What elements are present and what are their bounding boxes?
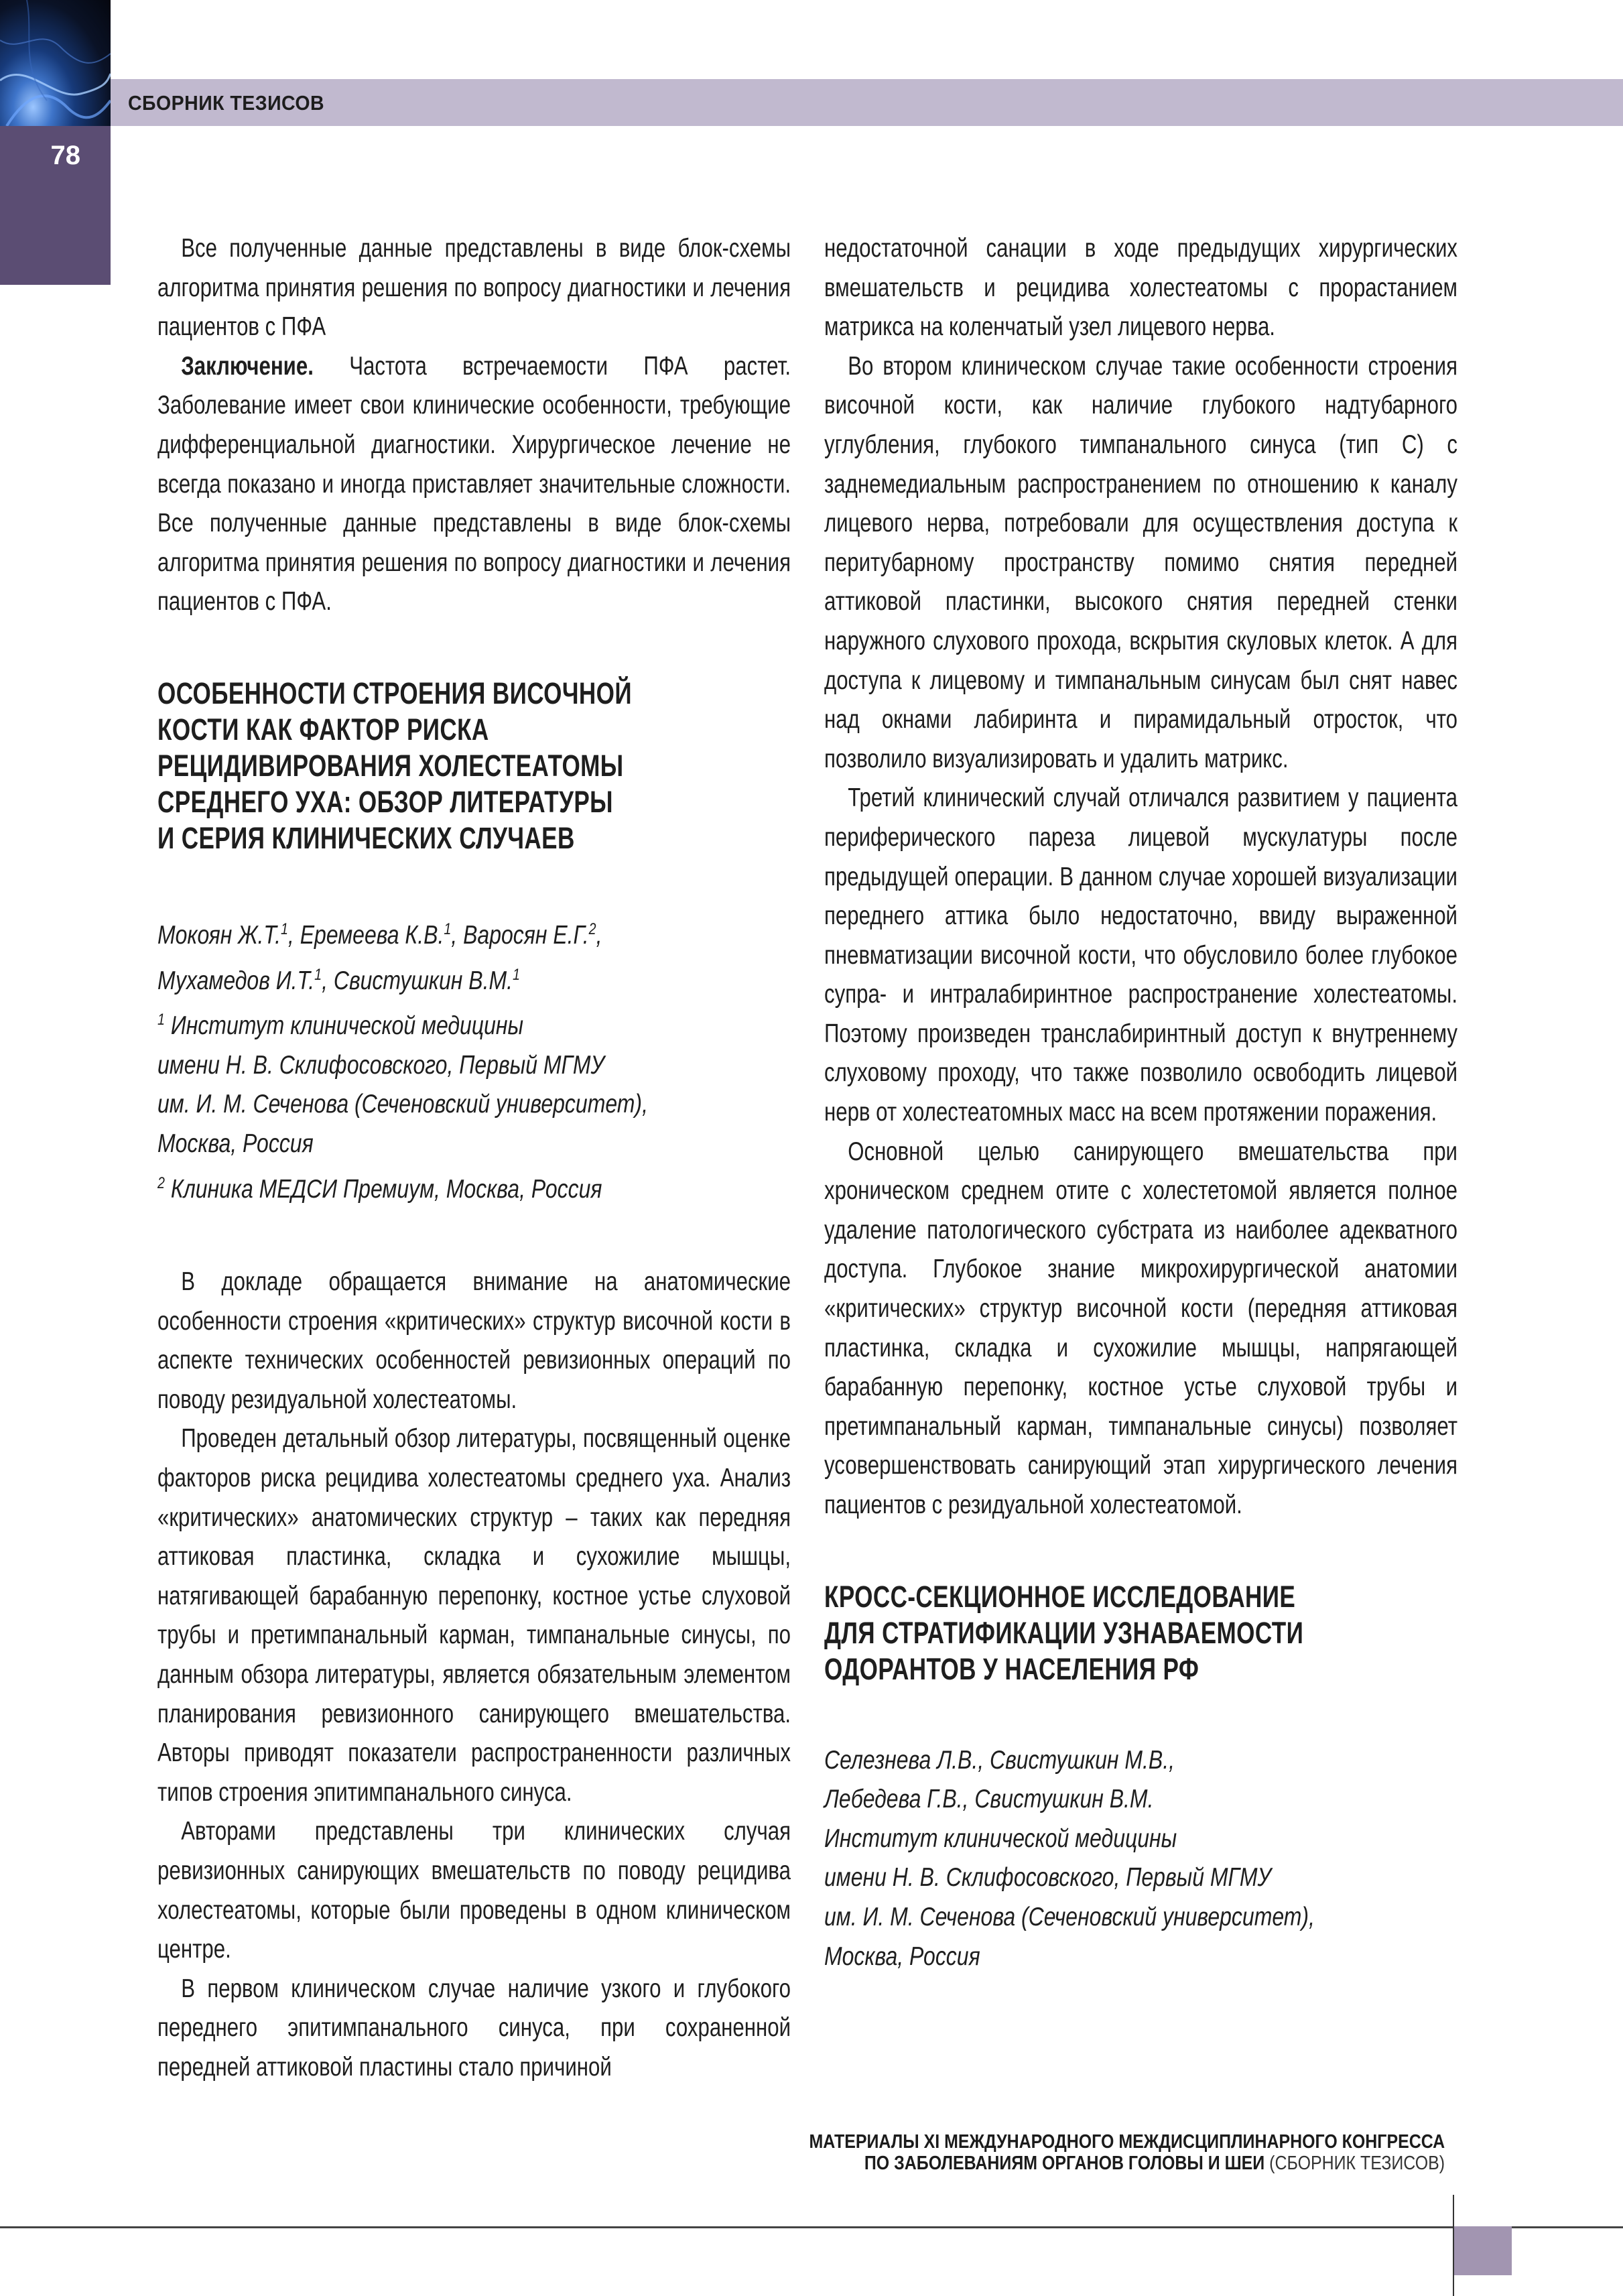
footer-line-1: МАТЕРИАЛЫ XI МЕЖДУНАРОДНОГО МЕЖДИСЦИПЛИНАРНОГО КОНГРЕССА (809, 2131, 1445, 2153)
right-column (824, 229, 1457, 1976)
separator: , (322, 966, 334, 995)
separator: , (451, 920, 464, 950)
paragraph: Во втором клиническом случае такие особенности строения височной кости, как наличие глубокого надтубарного углубления, глубокого тимпанального синуса (тип С) с заднемедиальным распространением по отношению к каналу лицевого нерва, потребовали для осуществления доступа к перитубарному пространству помимо снятия передней аттиковой пластинки, высокого снятия передней стенки наружного слухового прохода, вскрытия скуловых клеток. А для доступа к лицевому и тимпанальным синусам был снят навес над окнами лабиринта и пирамидальный отросток, что позволило визуализировать и удалить матрикс. (824, 351, 1457, 773)
affiliation-marker: 2 (588, 919, 596, 938)
decorative-header-image (0, 0, 111, 126)
title-line: ОДОРАНТОВ У НАСЕЛЕНИЯ РФ (824, 1651, 1199, 1686)
footer-congress-name: ПО ЗАБОЛЕВАНИЯМ ОРГАНОВ ГОЛОВЫ И ШЕИ (864, 2153, 1265, 2174)
paragraph: В первом клиническом случае наличие узкого и глубокого переднего эпитимпанального синуса, при сохраненной передней аттиковой пластины стало причиной (157, 1974, 791, 2082)
affiliation-marker: 1 (314, 965, 322, 984)
paragraph: Третий клинический случай отличался развитием у пациента периферического пареза лицевой мускулатуры после предыдущей операции. В данном случае хорошей визуализации переднего аттика было недостаточно, ввиду выраженной пневматизации височной кости, что обусловило более глубокое супра- и интралабиринтное распространение холестеатомы. Поэтому произведен транслабиринтный доступ к внутреннему слуховому проходу, что также позволило освободить лицевой нерв от холестеатомных масс на всем протяжении поражения. (824, 783, 1457, 1127)
title-line: ДЛЯ СТРАТИФИКАЦИИ УЗНАВАЕМОСТИ (824, 1615, 1304, 1650)
footer-rule (0, 2226, 1623, 2228)
affiliation-line: им. И. М. Сеченова (Сеченовский университет), (824, 1902, 1315, 1931)
title-line: ОСОБЕННОСТИ СТРОЕНИЯ ВИСОЧНОЙ (157, 676, 632, 710)
paragraph: Авторами представлены три клинических случая ревизионных санирующих вмешательств по поводу рецидива холестеатомы, которые были проведены в одном клиническом центре. (157, 1817, 791, 1964)
conclusion-text: Частота встречаемости ПФА растет. Заболевание имеет свои клинические особенности, требующие дифференциальной диагностики. Хирургическое лечение не всегда показано и иногда приставляет значительные сложности. Все полученные данные представлены в виде блок-схемы алгоритма принятия решения по вопросу диагностики и лечения пациентов с ПФА. (157, 351, 791, 617)
affiliation-line (157, 1164, 791, 1210)
affiliation-text: Институт клинической медицины (170, 1011, 524, 1041)
separator: , (287, 920, 300, 950)
footer-subtitle: (СБОРНИК ТЕЗИСОВ) (1264, 2153, 1445, 2174)
separator: , (596, 920, 602, 950)
affiliation-marker: 1 (157, 1011, 165, 1029)
authors-line: Лебедева Г.В., Свистушкин В.М. (824, 1785, 1154, 1814)
author-name: Еремеева К.В. (300, 920, 444, 950)
title-line: КРОСС-СЕКЦИОННОЕ ИССЛЕДОВАНИЕ (824, 1579, 1296, 1614)
paragraph: Проведен детальный обзор литературы, посвященный оценке факторов риска рецидива холестеатомы среднего уха. Анализ «критических» анатомических структур – таких как передняя аттиковая пластинка, складка и сухожилие мышцы, натягивающей барабанную перепонку, костное устье слуховой трубы и претимпанальный карман, тимпанальные синусы, по данным обзора литературы, является обязательным элементом планирования ревизионного санирующего вмешательства. Авторы приводят показатели распространенности различных типов строения эпитимпанального синуса. (157, 1424, 791, 1807)
paragraph: Все полученные данные представлены в виде блок-схемы алгоритма принятия решения по вопросу диагностики и лечения пациентов с ПФА (157, 234, 791, 342)
affiliation-marker: 1 (280, 919, 288, 938)
page-number-tab (0, 126, 111, 285)
affiliation-line: Москва, Россия (157, 1129, 314, 1158)
affiliation-text: Клиника МЕДСИ Премиум, Москва, Россия (170, 1174, 602, 1204)
section-title: СБОРНИК ТЕЗИСОВ (128, 91, 325, 115)
running-header (111, 79, 1623, 126)
article-title (824, 1579, 1457, 1687)
authors-line (157, 956, 791, 1001)
article-title (157, 676, 791, 856)
author-block (824, 1741, 1457, 1977)
affiliation-marker: 1 (444, 919, 452, 938)
light-swirl-icon (0, 0, 111, 126)
authors-line (157, 910, 791, 956)
running-footer (809, 2131, 1445, 2174)
affiliation-line: им. И. М. Сеченова (Сеченовский университет), (157, 1090, 648, 1119)
affiliation-marker: 2 (157, 1173, 165, 1192)
affiliation-line: имени Н. В. Склифосовского, Первый МГМУ (824, 1863, 1271, 1893)
authors-line: Селезнева Л.В., Свистушкин М.В., (824, 1745, 1175, 1775)
footer-line-2 (809, 2153, 1445, 2174)
title-line: И СЕРИЯ КЛИНИЧЕСКИХ СЛУЧАЕВ (157, 820, 575, 855)
affiliation-marker: 1 (513, 965, 520, 984)
author-name: Варосян Е.Г. (463, 920, 589, 950)
paragraph: недостаточной санации в ходе предыдущих хирургических вмешательств и рецидива холестеатомы с прорастанием матрикса на коленчатый узел лицевого нерва. (824, 234, 1457, 342)
author-name: Мокоян Ж.Т. (157, 920, 281, 950)
paragraph: В докладе обращается внимание на анатомические особенности строения «критических» структур височной кости в аспекте технических особенностей ревизионных операций по поводу резидуальной холестеатомы. (157, 1267, 791, 1414)
author-block (157, 910, 791, 1209)
paragraph: Основной целью санирующего вмешательства при хроническом среднем отите с холестетомой является полное удаление патологического субстрата из наиболее адекватного доступа. Глубокое знание микрохирургической анатомии «критических» структур височной кости (передняя аттиковая пластинка, складка и сухожилие мышцы, напрягающей барабанную перепонку, костное устье слуховой трубы и претимпанальный карман, тимпанальные синусы) позволяет усовершенствовать санирующий этап хирургического лечения пациентов с резидуальной холестеатомой. (824, 1137, 1457, 1519)
title-line: КОСТИ КАК ФАКТОР РИСКА (157, 712, 489, 747)
title-line: СРЕДНЕГО УХА: ОБЗОР ЛИТЕРАТУРЫ (157, 784, 613, 819)
affiliation-line: Москва, Россия (824, 1941, 980, 1971)
affiliation-line (157, 1001, 791, 1046)
author-name: Свистушкин В.М. (333, 966, 513, 995)
author-name: Мухамедов И.Т. (157, 966, 315, 995)
conclusion-label: Заключение. (181, 351, 314, 381)
conclusion-paragraph (157, 347, 791, 622)
affiliation-line: имени Н. В. Склифосовского, Первый МГМУ (157, 1050, 604, 1080)
footer-accent-box (1454, 2226, 1512, 2275)
title-line: РЕЦИДИВИРОВАНИЯ ХОЛЕСТЕАТОМЫ (157, 748, 624, 783)
page-number: 78 (50, 141, 80, 170)
affiliation-line: Институт клинической медицины (824, 1824, 1177, 1853)
left-column (157, 229, 791, 2088)
